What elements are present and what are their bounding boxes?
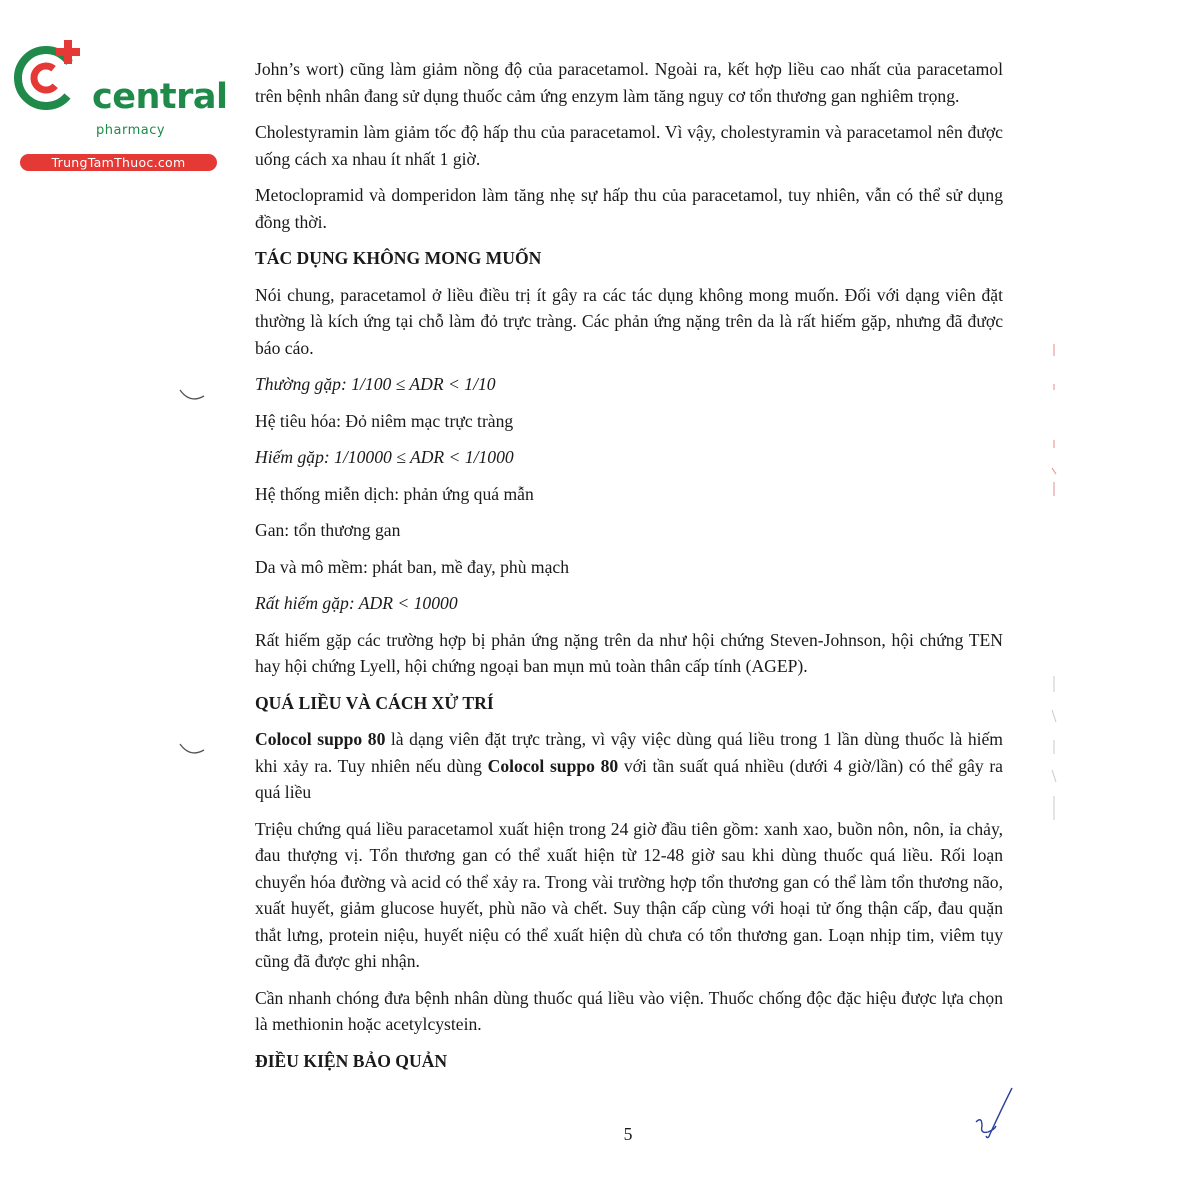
logo-subtitle: pharmacy xyxy=(96,123,166,138)
paragraph-cholestyramin: Cholestyramin làm giảm tốc độ hấp thu của paracetamol. Vì vậy, cholestyramin và paracetamol nên được uống cách xa nhau ít nhất 1 giờ. xyxy=(255,122,1003,169)
frequency-rare: Hiếm gặp: 1/10000 ≤ ADR < 1/1000 xyxy=(255,447,514,467)
paragraph-overdose-symptoms: Triệu chứng quá liều paracetamol xuất hiện trong 24 giờ đầu tiên gồm: xanh xao, buồn nôn, nôn, ỉa chảy, đau thượng vị. Tổn thương gan có thể xuất hiện từ 12-48 giờ sau khi dùng thuốc quá liều. Rối loạn chuyển hóa đường và acid có thể xảy ra. Trong vài trường hợp tổn thương gan có thể làm tổn thương não, xuất huyết, giảm glucose huyết, phù não và chết. Suy thận cấp cùng với hoại tử ống thận cấp, đau quặn thắt lưng, protein niệu, huyết niệu có thể xuất hiện dù chưa có tổn thương gan. Loạn nhịp tim, viêm tụy cũng đã được ghi nhận. xyxy=(255,818,1003,971)
heading-storage: ĐIỀU KIỆN BẢO QUẢN xyxy=(255,1050,448,1071)
paragraph-metoclopramid: Metoclopramid và domperidon làm tăng nhẹ sự hấp thu của paracetamol, tuy nhiên, vẫn có thể sử dụng đồng thời. xyxy=(255,185,1003,232)
product-name: Colocol suppo 80 xyxy=(255,729,386,749)
margin-scan-marks-icon xyxy=(1046,670,1062,830)
paragraph-overdose-intro xyxy=(255,726,1003,806)
effect-immune: Hệ thống miễn dịch: phản ứng quá mẫn xyxy=(255,483,534,504)
frequency-common: Thường gặp: 1/100 ≤ ADR < 1/10 xyxy=(255,374,496,394)
punch-hole-mark-icon xyxy=(178,388,206,404)
product-name: Colocol suppo 80 xyxy=(487,755,619,776)
logo-banner: TrungTamThuoc.com xyxy=(20,154,217,171)
pharmacy-cross-logo-icon xyxy=(8,36,92,116)
central-pharmacy-logo xyxy=(8,36,228,170)
heading-overdose: QUÁ LIỀU VÀ CÁCH XỬ TRÍ xyxy=(255,692,494,713)
punch-hole-mark-icon xyxy=(178,742,206,758)
paragraph-overdose-treatment: Cần nhanh chóng đưa bệnh nhân dùng thuốc quá liều vào viện. Thuốc chống độc đặc hiệu được lựa chọn là methionin hoặc acetylcystein. xyxy=(255,987,1003,1034)
paragraph-adverse-general: Nói chung, paracetamol ở liều điều trị ít gây ra các tác dụng không mong muốn. Đối với dạng viên đặt thường là kích ứng tại chỗ làm đỏ trực tràng. Các phản ứng nặng trên da là rất hiếm gặp, nhưng đã được báo cáo. xyxy=(255,284,1003,358)
effect-skin: Da và mô mềm: phát ban, mề đay, phù mạch xyxy=(255,556,569,577)
logo-name: central xyxy=(92,77,228,117)
paragraph-severe-skin-reactions: Rất hiếm gặp các trường hợp bị phản ứng nặng trên da như hội chứng Steven-Johnson, hội chứng TEN hay hội chứng Lyell, hội chứng ngoại ban mụn mủ toàn thân cấp tính (AGEP). xyxy=(255,629,1003,676)
frequency-very-rare: Rất hiếm gặp: ADR < 10000 xyxy=(255,593,458,613)
overdose-text-2: với tần suất quá nhiều (dưới 4 giờ/lần) có thể gây ra quá liều xyxy=(255,755,1003,802)
paragraph-interactions-enzyme: John’s wort) cũng làm giảm nồng độ của paracetamol. Ngoài ra, kết hợp liều cao nhất của paracetamol trên bệnh nhân đang sử dụng thuốc cảm ứng enzym làm tăng nguy cơ tổn thương gan nghiêm trọng. xyxy=(255,59,1003,106)
page-number: 5 xyxy=(623,1124,633,1144)
margin-scan-marks-icon xyxy=(1046,340,1062,500)
effect-liver: Gan: tổn thương gan xyxy=(255,520,401,540)
document-body xyxy=(255,56,1003,1084)
overdose-text-1: là dạng viên đặt trực tràng, vì vậy việc dùng quá liều trong 1 lần dùng thuốc là hiếm khi xảy ra. Tuy nhiên nếu dùng xyxy=(255,729,1003,776)
effect-digestive: Hệ tiêu hóa: Đỏ niêm mạc trực tràng xyxy=(255,410,514,431)
heading-adverse-effects: TÁC DỤNG KHÔNG MONG MUỐN xyxy=(255,248,542,268)
